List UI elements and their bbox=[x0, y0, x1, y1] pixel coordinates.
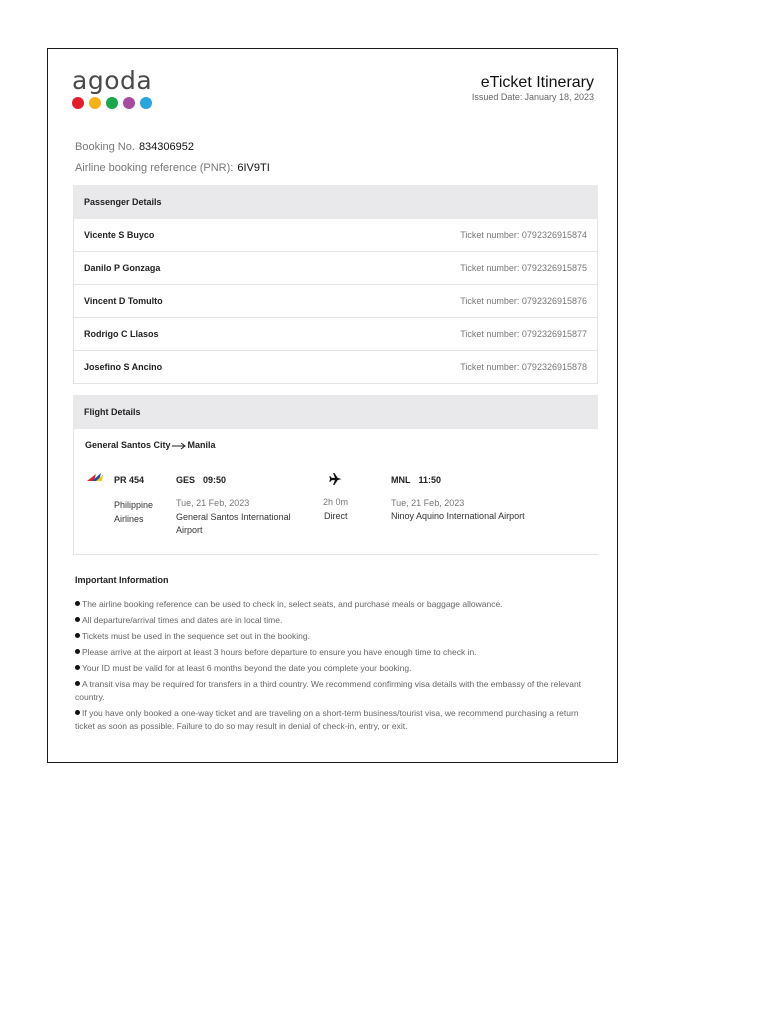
ticket-number-value: 0792326915877 bbox=[521, 329, 587, 339]
page-title: eTicket Itinerary bbox=[480, 74, 594, 91]
logo-dot-purple bbox=[123, 97, 135, 109]
bullet-icon bbox=[75, 710, 80, 715]
passenger-row bbox=[73, 318, 598, 351]
destination-city: Manila bbox=[187, 440, 216, 450]
info-text: Your ID must be valid for at least 6 months beyond the date you complete your booking. bbox=[82, 663, 412, 673]
list-item bbox=[75, 614, 595, 627]
airline-name: Philippine Airlines bbox=[114, 500, 154, 524]
list-item bbox=[75, 646, 595, 659]
passenger-name: Rodrigo C Llasos bbox=[84, 329, 159, 339]
departure-date: Tue, 21 Feb, 2023 bbox=[176, 498, 250, 508]
origin-city: General Santos City bbox=[85, 440, 171, 450]
ticket-number bbox=[460, 263, 587, 273]
passenger-list bbox=[73, 219, 598, 384]
ticket-number-value: 0792326915874 bbox=[521, 230, 587, 240]
ticket-number-label: Ticket number: bbox=[460, 362, 520, 372]
bullet-icon bbox=[75, 601, 80, 606]
flight-stops: Direct bbox=[324, 511, 348, 521]
info-text: Tickets must be used in the sequence set out in the booking. bbox=[82, 631, 310, 641]
passenger-row bbox=[73, 219, 598, 252]
booking-number-label: Booking No. bbox=[75, 141, 135, 153]
ticket-number-label: Ticket number: bbox=[460, 296, 520, 306]
info-text: If you have only booked a one-way ticket and are traveling on a short-term business/tourist visa, we recommend purchasing a return ticket as soon as possible. Failure to do so may result in denial of check-in, entry, or exit. bbox=[75, 708, 579, 731]
airplane-icon bbox=[329, 473, 342, 485]
pnr-value: 6IV9TI bbox=[237, 162, 270, 174]
departure-airport: General Santos International Airport bbox=[176, 512, 291, 535]
logo-dot-blue bbox=[140, 97, 152, 109]
logo-wordmark: agoda bbox=[72, 66, 153, 95]
flight-segment bbox=[73, 429, 598, 555]
list-item bbox=[75, 678, 595, 704]
important-info-heading: Important Information bbox=[75, 575, 169, 585]
ticket-number bbox=[460, 296, 587, 306]
booking-number-value: 834306952 bbox=[138, 141, 194, 153]
pnr-label: Airline booking reference (PNR): bbox=[75, 162, 234, 174]
arrival-time-value: 11:50 bbox=[418, 475, 442, 485]
info-text: Please arrive at the airport at least 3 hours before departure to ensure you have enough time to check in. bbox=[82, 647, 477, 657]
ticket-number-label: Ticket number: bbox=[460, 329, 520, 339]
bullet-icon bbox=[75, 649, 80, 654]
logo-dots bbox=[72, 97, 152, 109]
list-item bbox=[75, 598, 595, 611]
info-text: All departure/arrival times and dates are in local time. bbox=[82, 615, 283, 625]
passenger-row bbox=[73, 252, 598, 285]
ticket-number-value: 0792326915875 bbox=[521, 263, 587, 273]
departure-time bbox=[176, 475, 226, 485]
pnr-row bbox=[75, 161, 270, 182]
info-text: A transit visa may be required for transfers in a third country. We recommend confirming visa details with the embassy of the relevant country. bbox=[75, 679, 582, 702]
ticket-number-label: Ticket number: bbox=[460, 230, 520, 240]
arrival-date: Tue, 21 Feb, 2023 bbox=[391, 498, 465, 508]
passenger-name: Vicente S Buyco bbox=[84, 230, 155, 240]
arrow-right-icon bbox=[172, 442, 187, 450]
booking-info bbox=[75, 140, 270, 182]
ticket-number bbox=[460, 329, 587, 339]
list-item bbox=[75, 707, 595, 733]
issued-date bbox=[470, 92, 594, 102]
passenger-name: Vincent D Tomulto bbox=[84, 296, 163, 306]
airline-logo-icon bbox=[87, 472, 103, 482]
agoda-logo bbox=[72, 67, 152, 109]
passenger-details-heading: Passenger Details bbox=[73, 185, 598, 219]
bullet-icon bbox=[75, 617, 80, 622]
flight-duration: 2h 0m bbox=[323, 497, 349, 507]
ticket-number bbox=[460, 362, 587, 372]
flight-route bbox=[85, 440, 216, 450]
eticket-page bbox=[47, 48, 618, 763]
bullet-icon bbox=[75, 665, 80, 670]
passenger-row bbox=[73, 351, 598, 384]
arrival-code: MNL bbox=[391, 475, 411, 485]
bullet-icon bbox=[75, 681, 80, 686]
flight-details-heading: Flight Details bbox=[73, 395, 598, 429]
ticket-number-value: 0792326915876 bbox=[521, 296, 587, 306]
ticket-number-label: Ticket number: bbox=[460, 263, 520, 273]
departure-code: GES bbox=[176, 475, 196, 485]
booking-number-row bbox=[75, 140, 270, 161]
list-item bbox=[75, 662, 595, 675]
logo-dot-yellow bbox=[89, 97, 101, 109]
bullet-icon bbox=[75, 633, 80, 638]
arrival-time bbox=[391, 475, 441, 485]
title-block bbox=[470, 74, 594, 102]
arrival-airport: Ninoy Aquino International Airport bbox=[391, 511, 525, 521]
ticket-number bbox=[460, 230, 587, 240]
issued-date-label: Issued Date: bbox=[471, 92, 523, 102]
passenger-name: Josefino S Ancino bbox=[84, 362, 163, 372]
ticket-number-value: 0792326915878 bbox=[521, 362, 587, 372]
important-info-list bbox=[75, 598, 595, 736]
flight-number: PR 454 bbox=[114, 475, 145, 485]
logo-dot-red bbox=[72, 97, 84, 109]
info-text: The airline booking reference can be used to check in, select seats, and purchase meals or baggage allowance. bbox=[82, 599, 503, 609]
issued-date-value: January 18, 2023 bbox=[524, 92, 594, 102]
logo-dot-green bbox=[106, 97, 118, 109]
passenger-row bbox=[73, 285, 598, 318]
departure-time-value: 09:50 bbox=[203, 475, 227, 485]
list-item bbox=[75, 630, 595, 643]
passenger-name: Danilo P Gonzaga bbox=[84, 263, 161, 273]
